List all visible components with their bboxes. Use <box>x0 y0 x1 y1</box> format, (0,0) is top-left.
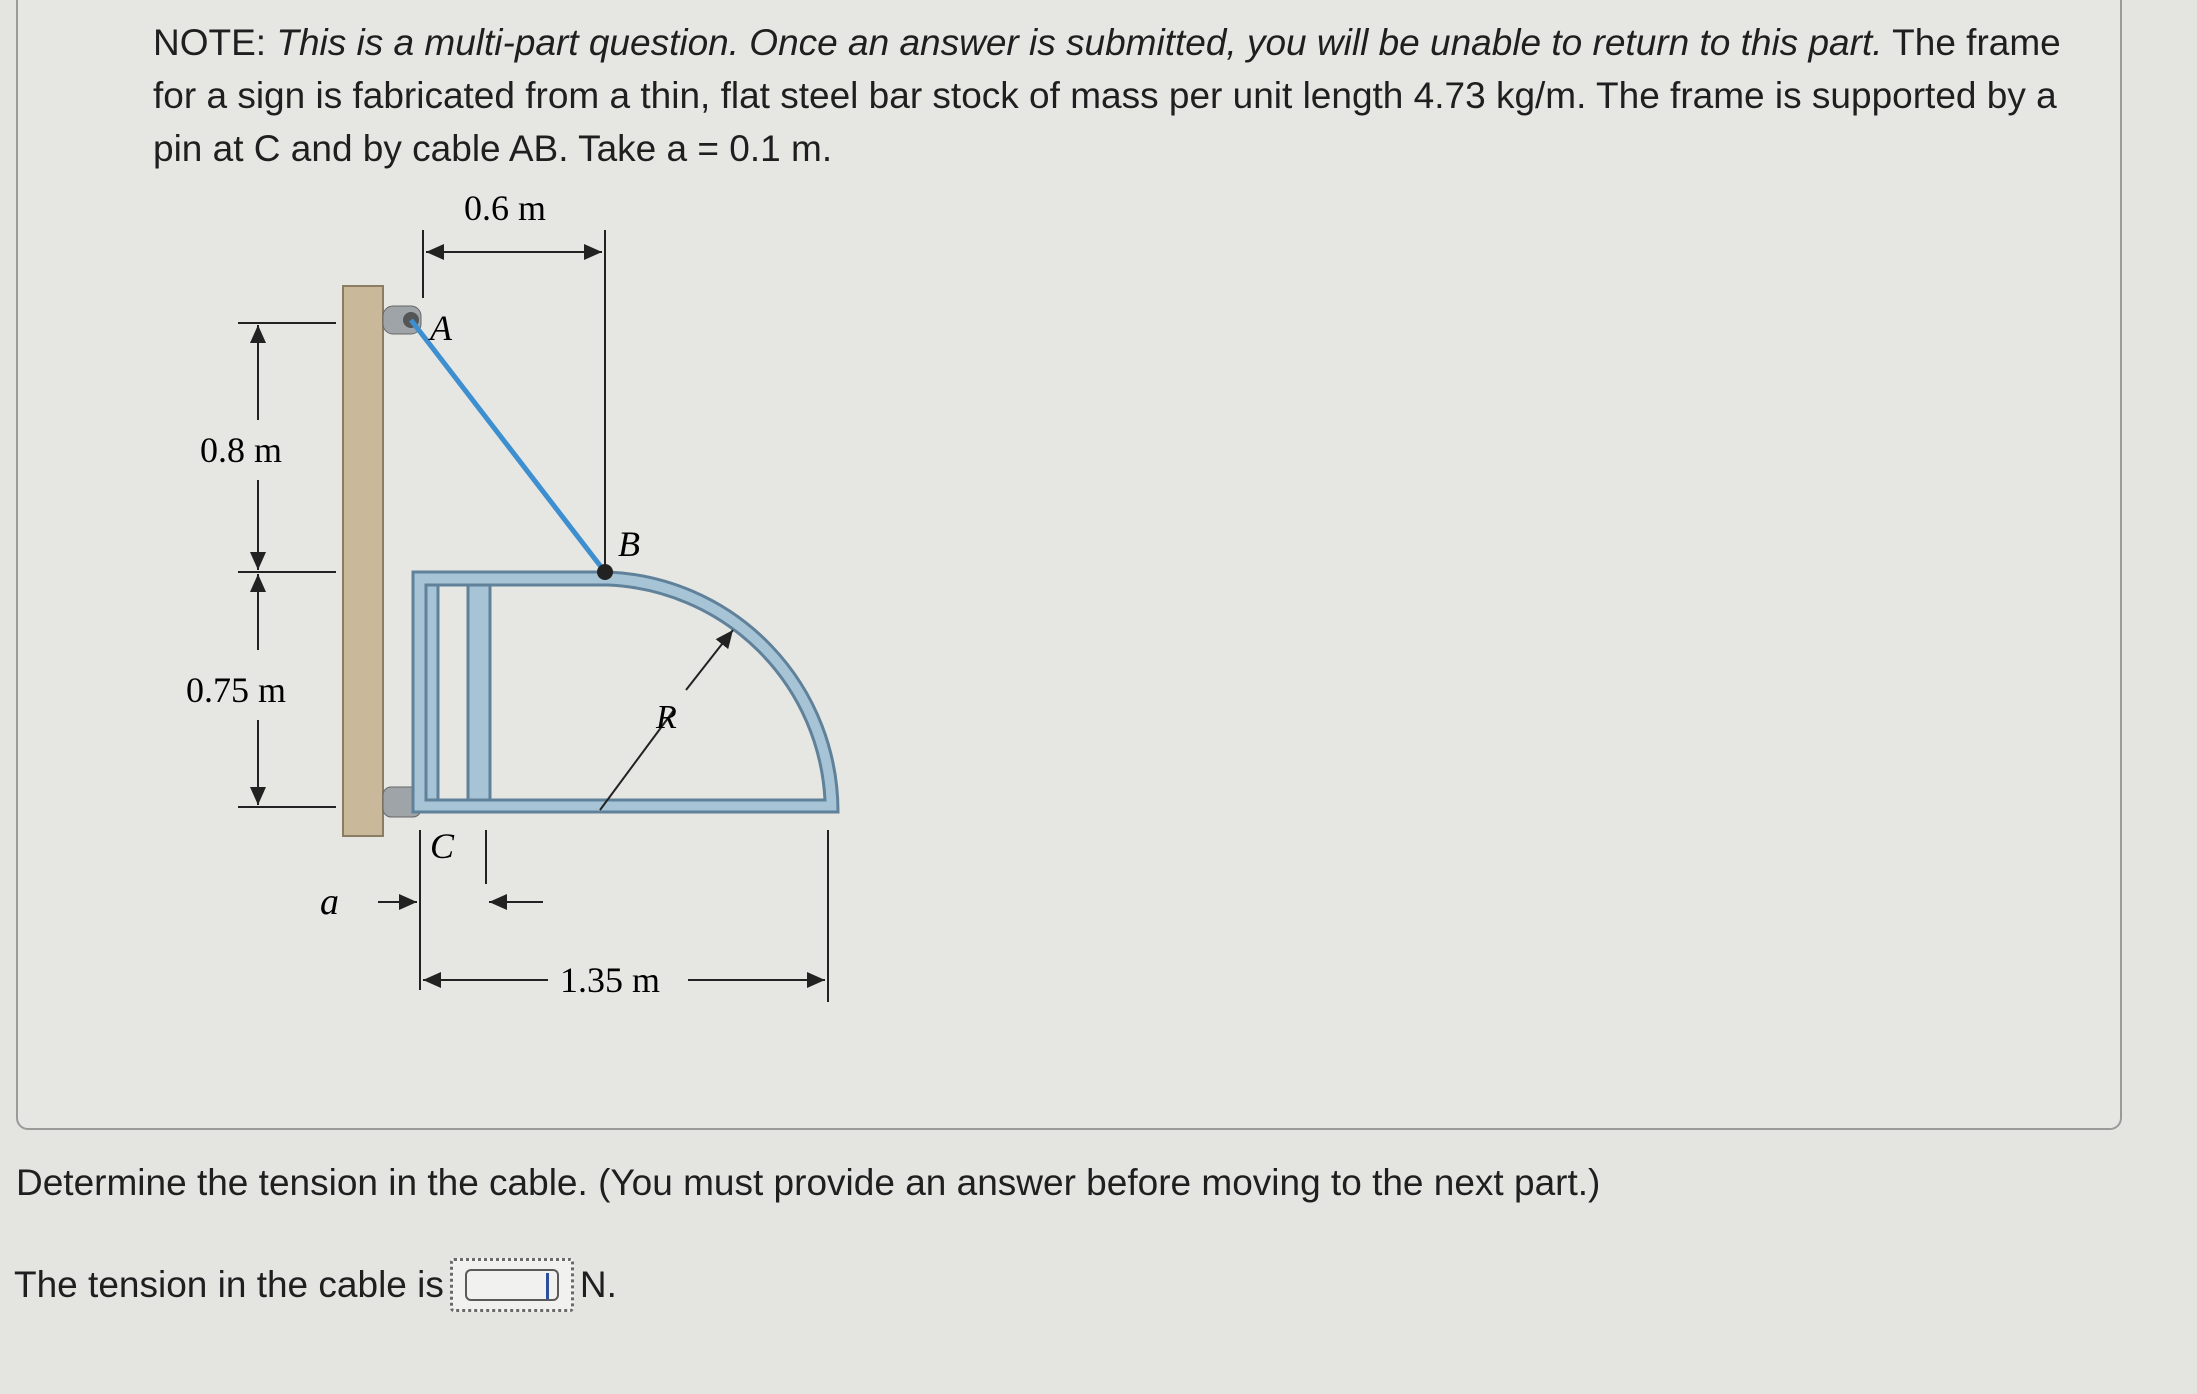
point-b-label: B <box>618 524 640 564</box>
wall <box>343 286 383 836</box>
dim-lower-label: 0.75 m <box>186 670 287 710</box>
frame-diagram <box>168 190 868 1020</box>
point-a-label: A <box>430 308 452 348</box>
note-italic: This is a multi-part question. Once an answer is submitted, you will be unable to return to this part. <box>276 22 1883 63</box>
answer-label: The tension in the cable is <box>14 1264 444 1305</box>
dim-top-label: 0.6 m <box>464 190 547 228</box>
point-c-label: C <box>430 826 455 866</box>
cable-ab <box>411 320 605 572</box>
input-caret <box>546 1273 549 1299</box>
problem-panel <box>16 0 2122 1130</box>
problem-text: The frame for a sign is fabricated from a thin, flat steel bar stock of mass per unit length 4.73 kg/m. The frame is supported by a pin at C and by cable AB. Take a = 0.1 m. <box>153 22 2061 169</box>
question-text: Determine the tension in the cable. (You must provide an answer before moving to the next part.) <box>16 1162 1601 1203</box>
answer-row <box>14 1258 617 1312</box>
unit-label: N. <box>579 1264 617 1305</box>
radius-label: R <box>656 699 677 736</box>
tension-input[interactable] <box>450 1258 574 1312</box>
note-prefix: NOTE: <box>153 22 277 63</box>
dim-a-label: a <box>320 881 339 923</box>
dim-bottom-label: 1.35 m <box>560 960 661 1000</box>
dim-upper-label: 0.8 m <box>200 430 283 470</box>
problem-statement <box>153 16 2103 175</box>
